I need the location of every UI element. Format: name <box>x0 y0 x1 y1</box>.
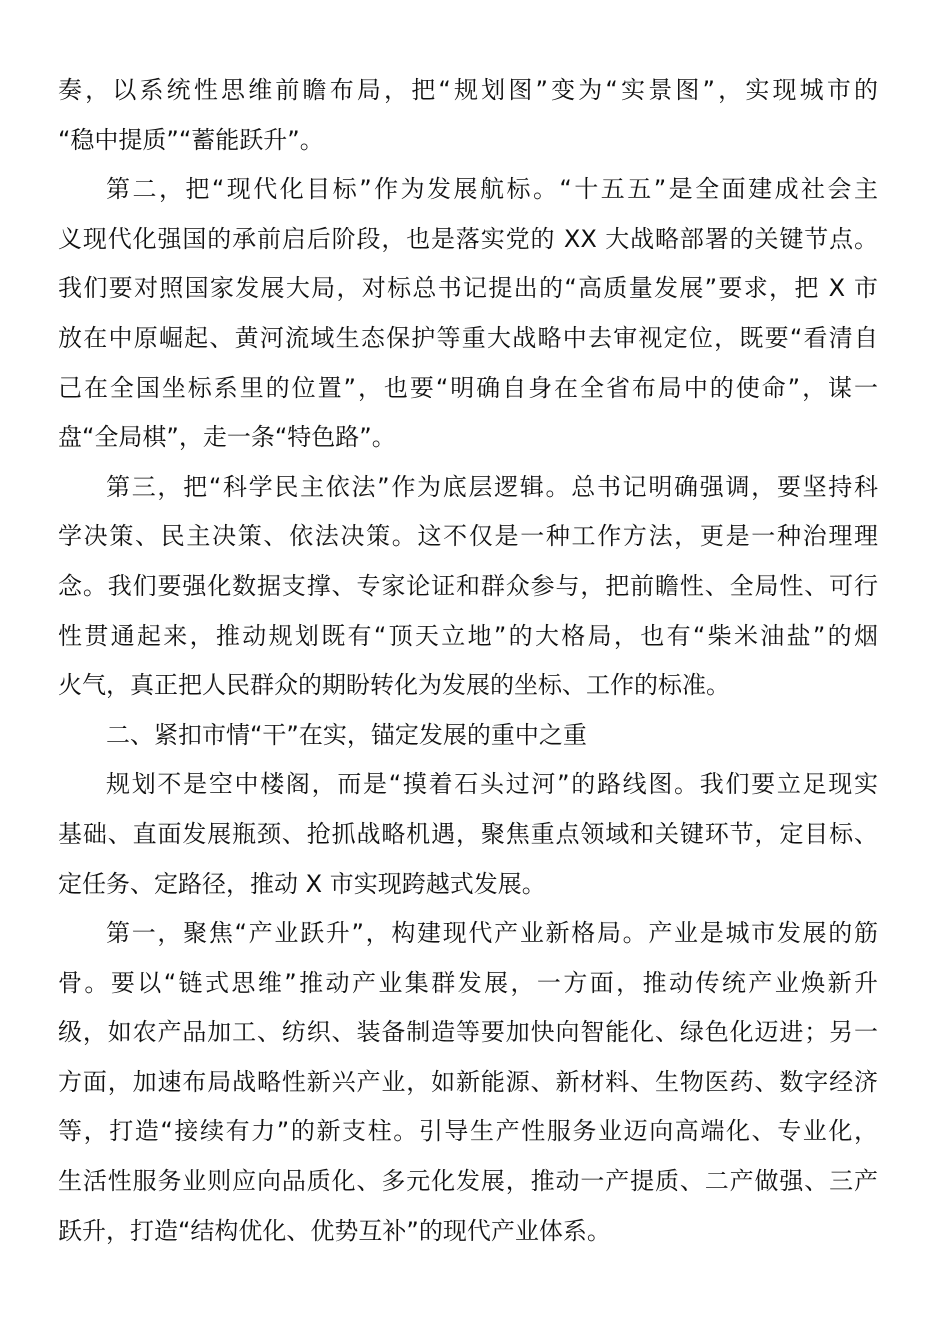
text-line: 跃升，打造“结构优化、优势互补”的现代产业体系。 <box>58 1216 611 1245</box>
paragraph-start-line: 第三，把“科学民主依法”作为底层逻辑。总书记明确强调，要坚持科 <box>106 472 878 501</box>
text-line: 生活性服务业则应向品质化、多元化发展，推动一产提质、二产做强、三产 <box>58 1167 878 1196</box>
text-line: 基础、直面发展瓶颈、抢抓战略机遇，聚焦重点领域和关键环节，定目标、 <box>58 819 878 848</box>
text-line: 奏，以系统性思维前瞻布局，把“规划图”变为“实景图”，实现城市的 <box>58 76 878 104</box>
paragraph-start-line: 规划不是空中楼阁，而是“摸着石头过河”的路线图。我们要立足现实 <box>106 770 878 799</box>
text-line: 念。我们要强化数据支撑、专家论证和群众参与，把前瞻性、全局性、可行 <box>58 571 878 600</box>
paragraph-start-line: 第一，聚焦“产业跃升”，构建现代产业新格局。产业是城市发展的筋 <box>106 919 878 948</box>
section-heading: 二、紧扣市情“干”在实，锚定发展的重中之重 <box>106 720 587 749</box>
text-line: 学决策、民主决策、依法决策。这不仅是一种工作方法，更是一种治理理 <box>58 522 878 551</box>
text-line: 放在中原崛起、黄河流域生态保护等重大战略中去审视定位，既要“看清自 <box>58 323 878 352</box>
document-body <box>58 66 878 1256</box>
text-line: 定任务、定路径，推动 X 市实现跨越式发展。 <box>58 869 546 898</box>
text-line: 我们要对照国家发展大局，对标总书记提出的“高质量发展”要求，把 X 市 <box>58 274 878 303</box>
text-line: 方面，加速布局战略性新兴产业，如新能源、新材料、生物医药、数字经济 <box>58 1067 878 1096</box>
text-line: 己在全国坐标系里的位置”，也要“明确自身在全省布局中的使命”，谋一 <box>58 373 878 402</box>
text-line: 盘“全局棋”，走一条“特色路”。 <box>58 423 396 452</box>
text-line: 火气，真正把人民群众的期盼转化为发展的坐标、工作的标准。 <box>58 671 730 700</box>
text-line: 义现代化强国的承前启后阶段，也是落实党的 XX 大战略部署的关键节点。 <box>58 224 878 253</box>
text-line: 性贯通起来，推动规划既有“顶天立地”的大格局，也有“柴米油盐”的烟 <box>58 621 878 650</box>
text-line: “稳中提质”“蓄能跃升”。 <box>58 125 324 154</box>
paragraph-start-line: 第二，把“现代化目标”作为发展航标。“十五五”是全面建成社会主 <box>106 175 878 204</box>
text-line: 等，打造“接续有力”的新支柱。引导生产性服务业迈向高端化、专业化， <box>58 1117 878 1146</box>
text-line: 骨。要以“链式思维”推动产业集群发展，一方面，推动传统产业焕新升 <box>58 968 878 997</box>
text-line: 级，如农产品加工、纺织、装备制造等要加快向智能化、绿色化迈进；另一 <box>58 1018 878 1047</box>
